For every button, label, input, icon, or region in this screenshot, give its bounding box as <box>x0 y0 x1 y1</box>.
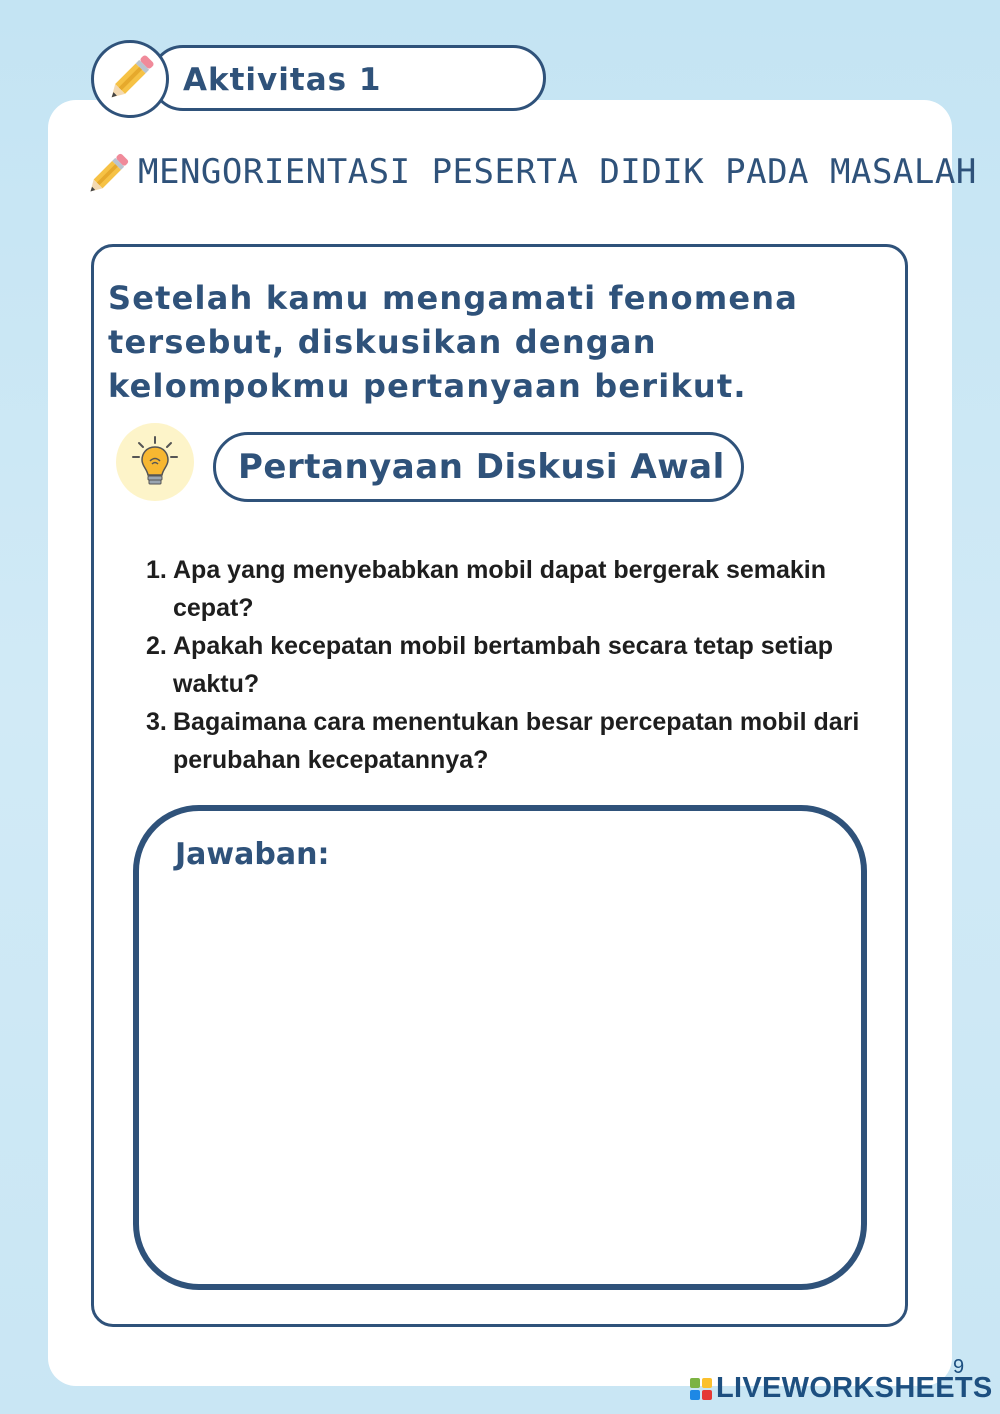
answer-box <box>133 805 867 1290</box>
list-item <box>146 551 876 627</box>
intro-text: Setelah kamu mengamati fenomena tersebut, diskusikan dengan kelompokmu pertanyaan berikut. <box>108 279 799 405</box>
question-text: Apakah kecepatan mobil bertambah secara tetap setiap waktu? <box>173 632 833 698</box>
pencil-icon <box>100 49 160 109</box>
discussion-title: Pertanyaan Diskusi Awal <box>238 447 725 487</box>
brand-text: LIVEWORKSHEETS <box>716 1372 993 1404</box>
question-text: Bagaimana cara menentukan besar percepatan mobil dari perubahan kecepatannya? <box>173 708 860 774</box>
bulb-badge <box>116 423 194 501</box>
pencil-icon <box>80 148 134 202</box>
list-item <box>146 627 876 703</box>
activity-badge <box>150 45 546 111</box>
pencil-badge <box>91 40 169 118</box>
liveworksheets-logo-icon <box>690 1378 712 1400</box>
question-number: 3. <box>146 708 167 736</box>
activity-label: Aktivitas 1 <box>183 62 382 98</box>
list-item <box>146 703 876 779</box>
question-number: 1. <box>146 556 167 584</box>
discussion-title-badge <box>213 432 744 502</box>
page-number: 9 <box>953 1356 965 1378</box>
answer-input[interactable] <box>169 891 833 1265</box>
question-text: Apa yang menyebabkan mobil dapat bergerak semakin cepat? <box>173 556 827 622</box>
section-title: MENGORIENTASI PESERTA DIDIK PADA MASALAH <box>138 152 977 192</box>
question-number: 2. <box>146 632 167 660</box>
answer-label: Jawaban: <box>175 837 330 872</box>
question-list <box>146 551 876 779</box>
lightbulb-icon <box>130 435 180 489</box>
